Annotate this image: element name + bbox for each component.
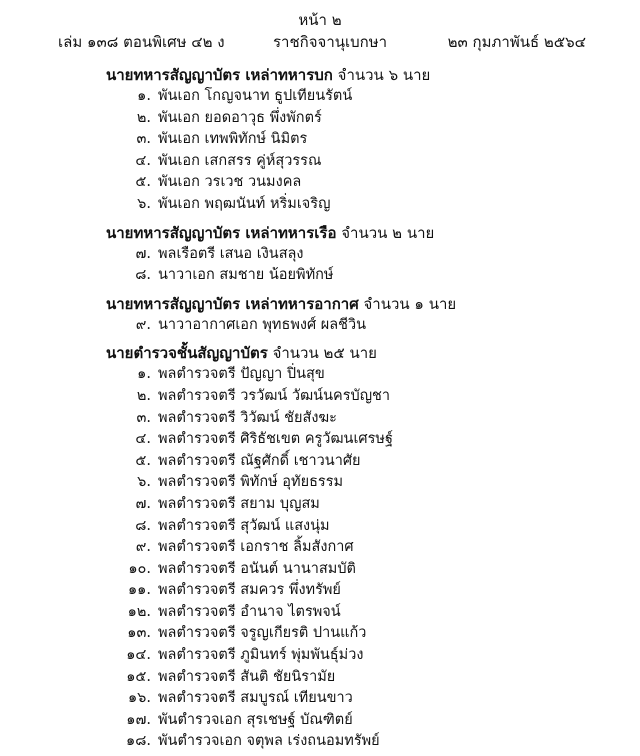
item-number: ๒. <box>136 109 151 126</box>
list-item <box>106 688 606 710</box>
item-number: ๑๑. <box>127 582 151 599</box>
section-count: จำนวน ๑ นาย <box>358 294 457 313</box>
item-name: พลตำรวจตรี อนันต์ นานาสมบัติ <box>158 560 356 577</box>
item-name: พลตำรวจตรี สันติ ชัยนิรามัย <box>158 668 336 685</box>
list-item <box>106 408 606 430</box>
list-item <box>106 364 606 386</box>
item-number: ๙. <box>135 316 151 333</box>
page-number: หน้า ๒ <box>298 11 342 29</box>
list-item <box>106 315 606 337</box>
section-category: นายทหารสัญญาบัตร เหล่าทหารบก <box>106 66 333 84</box>
item-number: ๘. <box>135 517 151 534</box>
section-title <box>106 64 606 86</box>
list-item <box>106 108 606 130</box>
section-category: นายตำรวจชั้นสัญญาบัตร <box>106 344 268 363</box>
item-name: พลตำรวจตรี พิทักษ์ อุทัยธรรม <box>158 474 344 491</box>
section-title <box>106 222 606 244</box>
item-number: ๑๘. <box>126 733 151 750</box>
list-item <box>106 645 606 667</box>
list-item <box>106 194 606 216</box>
publication-title: ราชกิจจานุเบกษา <box>273 33 388 51</box>
item-name: นาวาเอก สมชาย น้อยพิทักษ์ <box>158 267 334 284</box>
list-item <box>106 667 606 689</box>
section-title <box>106 342 606 364</box>
item-number: ๓. <box>136 409 151 426</box>
section-count: จำนวน ๒ นาย <box>336 223 435 242</box>
item-number: ๑๖. <box>127 690 151 707</box>
list-item <box>106 151 606 173</box>
item-name: นาวาอากาศเอก พุทธพงศ์ ผลชีวิน <box>158 316 367 333</box>
item-number: ๑๔. <box>126 647 151 664</box>
list-item <box>106 451 606 473</box>
list-item <box>106 244 606 266</box>
list-item <box>106 710 606 732</box>
volume-issue: เล่ม ๑๓๘ ตอนพิเศษ ๔๒ ง <box>58 33 225 51</box>
item-number: ๑๓. <box>127 625 151 642</box>
item-number: ๖. <box>137 474 151 491</box>
item-number: ๙. <box>135 539 151 556</box>
section-category: นายทหารสัญญาบัตร เหล่าทหารอากาศ <box>106 294 359 313</box>
section-category: นายทหารสัญญาบัตร เหล่าทหารเรือ <box>106 223 337 242</box>
item-number: ๖. <box>137 195 151 212</box>
item-name: พลตำรวจตรี สมบูรณ์ เทียนขาว <box>158 690 353 707</box>
section-count: จำนวน ๖ นาย <box>332 66 431 84</box>
item-number: ๑๒. <box>127 603 151 620</box>
list-item <box>106 129 606 151</box>
list-item <box>106 494 606 516</box>
item-name: พลตำรวจตรี ภูมินทร์ พุ่มพันธุ์ม่วง <box>158 647 364 664</box>
item-number: ๑๐. <box>128 560 151 577</box>
item-name: พลตำรวจตรี ศิริธัชเขต ครูวัฒนเศรษฐ์ <box>158 431 393 448</box>
item-number: ๔. <box>135 152 151 169</box>
item-number: ๘. <box>135 267 151 284</box>
item-name: พันเอก เทพพิทักษ์ นิมิตร <box>158 131 308 148</box>
appointee-list <box>106 64 606 753</box>
item-name: พลตำรวจตรี จรูญเกียรติ ปานแก้ว <box>158 625 367 642</box>
item-name: พันเอก เสกสรร คู่ห์สุวรรณ <box>158 152 322 169</box>
item-name: พลตำรวจตรี สมควร พึ่งทรัพย์ <box>158 582 341 599</box>
list-item <box>106 172 606 194</box>
item-name: พันตำรวจเอก จตุพล เร่งถนอมทรัพย์ <box>158 733 380 750</box>
item-name: พลตำรวจตรี อำนาจ ไตรพจน์ <box>158 603 341 620</box>
item-name: พลเรือตรี เสนอ เงินสลุง <box>158 245 304 262</box>
item-name: พันเอก ยอดอาวุธ พึ่งพักตร์ <box>158 109 322 126</box>
list-item <box>106 516 606 538</box>
list-item <box>106 86 606 108</box>
item-name: พลตำรวจตรี วิวัฒน์ ชัยสังฆะ <box>158 409 337 426</box>
list-item <box>106 472 606 494</box>
section-title <box>106 293 606 315</box>
section-count: จำนวน ๒๕ นาย <box>267 344 377 363</box>
item-number: ๗. <box>135 495 151 512</box>
item-number: ๔. <box>135 431 151 448</box>
item-name: พลตำรวจตรี สุวัฒน์ แสงนุ่ม <box>158 517 330 534</box>
list-item <box>106 429 606 451</box>
gazette-header <box>58 30 586 52</box>
list-item <box>106 731 606 753</box>
item-name: พลตำรวจตรี วรวัฒน์ วัฒน์นครบัญชา <box>158 387 391 404</box>
item-name: พลตำรวจตรี เอกราช ลิ้มสังกาศ <box>158 539 354 556</box>
item-number: ๕. <box>135 452 151 469</box>
list-item <box>106 386 606 408</box>
item-name: พลตำรวจตรี ปัญญา ปิ่นสุข <box>158 366 325 383</box>
list-item <box>106 580 606 602</box>
list-item <box>106 537 606 559</box>
item-name: พันเอก พฤฒนันท์ หริ่มเจริญ <box>158 195 331 212</box>
publication-date: ๒๓ กุมภาพันธ์ ๒๕๖๔ <box>447 33 586 51</box>
list-item <box>106 602 606 624</box>
item-name: พลตำรวจตรี ณัฐศักดิ์ เชาวนาศัย <box>158 452 361 469</box>
item-number: ๒. <box>136 387 151 404</box>
item-number: ๕. <box>135 174 151 191</box>
item-number: ๑. <box>137 366 151 383</box>
list-item <box>106 265 606 287</box>
item-number: ๑. <box>137 88 151 104</box>
item-number: ๓. <box>136 131 151 148</box>
list-item <box>106 623 606 645</box>
item-name: พันเอก วรเวช วนมงคล <box>158 174 302 191</box>
item-number: ๗. <box>135 245 151 262</box>
item-name: พลตำรวจตรี สยาม บุญสม <box>158 495 320 512</box>
item-number: ๑๗. <box>126 711 151 728</box>
item-name: พันเอก โกญจนาท ธูปเทียนรัตน์ <box>158 88 353 104</box>
item-name: พันตำรวจเอก สุรเชษฐ์ บัณฑิตย์ <box>158 711 353 728</box>
item-number: ๑๕. <box>126 668 151 685</box>
list-item <box>106 559 606 581</box>
